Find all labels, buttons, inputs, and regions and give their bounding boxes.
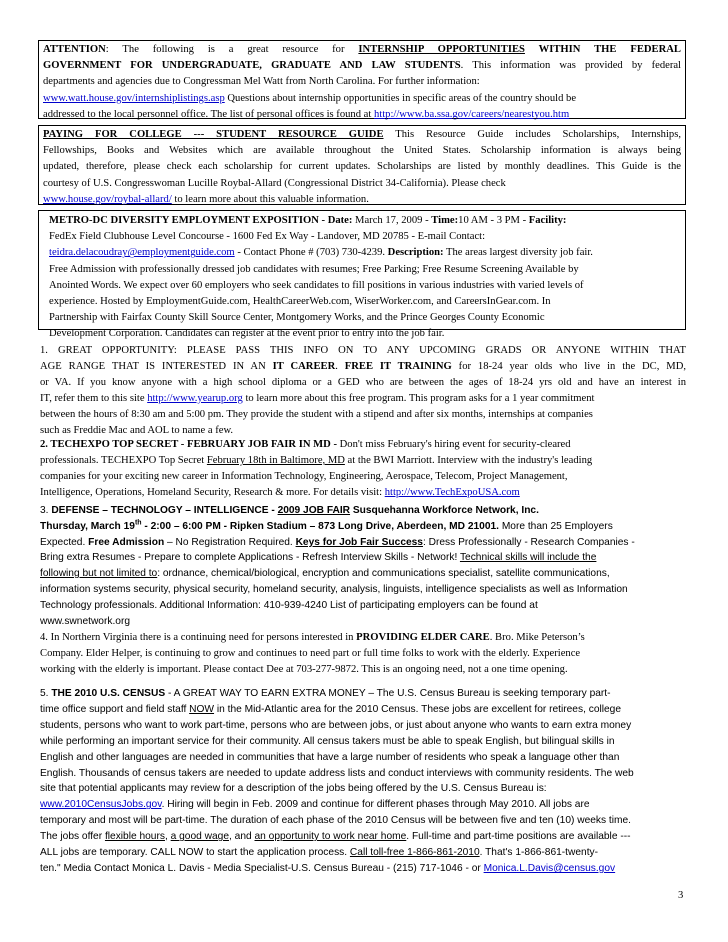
techexpo-link[interactable]: http://www.TechExpoUSA.com <box>384 487 520 498</box>
census-jobs-link[interactable]: www.2010CensusJobs.gov <box>40 799 162 811</box>
page-number: 3 <box>678 890 684 901</box>
defense-title: DEFENSE – TECHNOLOGY – INTELLIGENCE - <box>51 505 278 516</box>
watt-internship-link[interactable]: www.watt.house.gov/internshiplistings.asp <box>43 92 225 104</box>
item-elder-care: 4. In Northern Virginia there is a continuing need for persons interested in PROVIDING ELDER CARE. Bro. Mike Peterson’s Company. Elder Helper, is continuing to grow and continues to need part or full time folks to work with the elderly. Experience working with the elderly is important. Please contact Dee at 703-277-9872. This is an ongoing need, not a one time opening. <box>40 632 585 675</box>
techexpo-title: . TECHEXPO TOP SECRET - FEBRUARY JOB FAIR IN MD - <box>45 439 340 450</box>
roybal-allard-link[interactable]: www.house.gov/roybal-allard/ <box>43 193 172 205</box>
census-email-link[interactable]: Monica.L.Davis@census.gov <box>483 862 616 874</box>
expo-title: METRO-DC DIVERSITY EMPLOYMENT EXPOSITION - Date: <box>49 215 353 226</box>
item-defense-job-fair: 3. DEFENSE – TECHNOLOGY – INTELLIGENCE - 2009 JOB FAIR Susquehanna Workforce Network, Inc. Thursday, March 19th - 2:00 – 6:00 PM - Ripken Stadium – 873 Long Drive, Aberdeen, MD 21001. More than 25 Employers Expected. Free Admission – No Registration Required. Keys for Job Fair Success: Dress Professionally - Research Companies - Bring extra Resumes - Prepare to complete Applications - Refresh Interview Skills - Network! Technical skills will include the following but not limited to: ordnance, chemical/biological, encryption and communications specialist, satellite communications, information systems security, physical security, homeland security, analysis, linguists, intelligence specialists as well as Information Technology professionals. Additional Information: 410-939-4240 List of participating employers can be found at www.swnetwork.org <box>40 505 635 627</box>
yearup-link[interactable]: http://www.yearup.org <box>147 393 243 404</box>
expo-email-link[interactable]: teidra.delacoudray@employmentguide.com <box>49 247 235 259</box>
item-census: 5. THE 2010 U.S. CENSUS - A GREAT WAY TO EARN EXTRA MONEY – The U.S. Census Bureau is seeking temporary part- time office support and field staff NOW in the Mid-Atlantic area for the 2010 Census. These jobs are excellent for retirees, college students, persons who want to work part-time, persons who are between jobs, or just about anyone who wants to earn extra money while performing an important service for their community. All census takers must be able to speak English, but bilingual skills in English and other languages are needed in communities that have a large number of residents who speak a language other than English. Thousands of census takers are needed to update address lists and conduct interviews with community residents. The web site that potential applicants may review for a description of the jobs being offered by the U.S. Census Bureau is: www.2010CensusJobs.gov. Hiring will begin in Feb. 2009 and continue for different phases through May 2010. All jobs are temporary and most will be part-time. The duration of each phase of the 2010 Census will be between five and ten (10) weeks time. The jobs offer flexible hours, a good wage, and an opportunity to work near home. Full-time and part-time positions are available --- ALL jobs are temporary. CALL NOW to start the application process. Call toll-free 1-866-861-2010. That's 1-866-861-twenty- ten." Media Contact Monica L. Davis - Media Specialist-U.S. Census Bureau - (215) 717-1046 - or Monica.L.Davis@census.gov <box>40 688 634 874</box>
attention-label: ATTENTION <box>43 44 106 55</box>
internship-box: ATTENTION: The following is a great resource for INTERNSHIP OPPORTUNITIES WITHIN THE FEDERAL GOVERNMENT FOR UNDERGRADUATE, GRADUATE AND LAW STUDENTS. This information was provided by federal departments and agencies due to Congressman Mel Watt from North Carolina. For further information: www.watt.house.gov/internshiplistings.asp Questions about internship opportunities in specific areas of the country should be addressed to the local personnel office. The list of personal offices is found at http://www.ba.ssa.gov/careers/nearestyou.htm <box>38 40 686 119</box>
census-title: THE 2010 U.S. CENSUS <box>51 688 166 699</box>
item-it-training: 1. GREAT OPPORTUNITY: PLEASE PASS THIS INFO ON TO ANY UPCOMING GRADS OR ANYONE WITHIN THAT AGE RANGE THAT IS INTERESTED IN AN IT CAREER. FREE IT TRAINING for 18-24 year olds who live in the DC, MD, or VA. If you know anyone with a high school diploma or a GED who are between the ages of 18-24 yrs old and have an interest in IT, refer them to this site http://www.yearup.org to learn more about this free program. This program asks for a 1 year commitment between the hours of 8:30 am and 5:00 pm. They provide the student with a stipend and after six months, internships at companies such as Freddie Mac and AOL to name a few. <box>40 345 686 436</box>
college-guide-title: PAYING FOR COLLEGE --- STUDENT RESOURCE GUIDE <box>43 129 384 140</box>
diversity-expo-box: METRO-DC DIVERSITY EMPLOYMENT EXPOSITION - Date: March 17, 2009 - Time:10 AM - 3 PM - Facility: FedEx Field Clubhouse Level Concourse - 1600 Fed Ex Way - Landover, MD 20785 - E-mail Contact: teidra.delacoudray@employmentguide.com - Contact Phone # (703) 730-4239. Description: The areas largest diversity job fair. Free Admission with professionally dressed job candidates with resumes; Free Parking; Free Resume Screening Available by Anointed Words. We expect over 60 employers who seek candidates to fill positions in various industries with varied levels of experience. Hosted by EmploymentGuide.com, HealthCareerWeb.com, WiserWorker.com, and CareersInGear.com. In Partnership with Fairfax County Skill Source Center, Montgomery Works, and the Prince Georges County Economic Development Corporation. Candidates can register at the event prior to entry into the job fair. <box>38 210 686 330</box>
item-techexpo: 2. TECHEXPO TOP SECRET - FEBRUARY JOB FAIR IN MD - Don't miss February's hiring event for security-cleared professionals. TECHEXPO Top Secret February 18th in Baltimore, MD at the BWI Marriott. Interview with the industry's leading companies for your exciting new career in Information Technology, Engineering, Aerospace, Telecom, Project Management, Intelligence, Operations, Homeland Security, Research & more. For details visit: http://www.TechExpoUSA.com <box>40 439 593 498</box>
college-guide-box: PAYING FOR COLLEGE --- STUDENT RESOURCE GUIDE This Resource Guide includes Scholarships, Internships, Fellowships, Books and Websites which are available throughout the United States. Scholarship information is always being updated, therefore, please check each scholarship for current updates. Scholarships are listed by monthly deadlines. This Guide is the courtesy of U.S. Congresswoman Lucille Roybal-Allard (Congressional District 34-California). Please check www.house.gov/roybal-allard/ to learn more about this valuable information. <box>38 125 686 205</box>
nearest-office-link[interactable]: http://www.ba.ssa.gov/careers/nearestyou.htm <box>373 108 570 120</box>
